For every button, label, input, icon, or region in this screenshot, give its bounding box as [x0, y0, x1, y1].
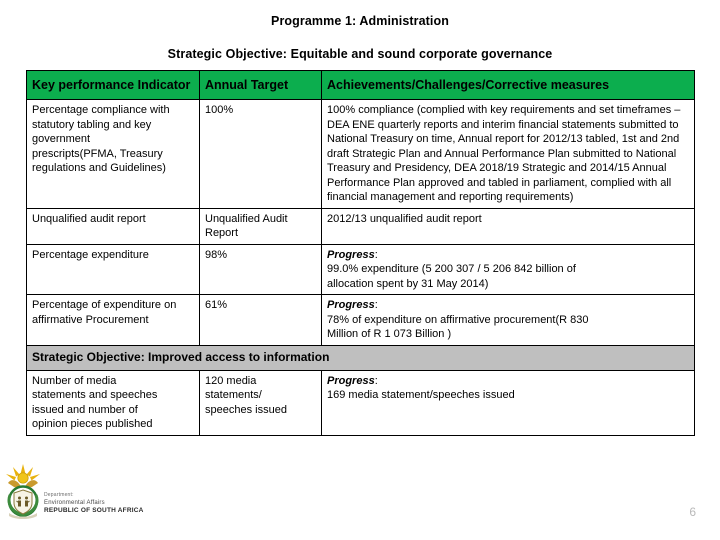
- achievement-line: 169 media statement/speeches issued: [327, 389, 515, 402]
- column-header-kpi: Key performance Indicator: [27, 71, 200, 100]
- page-title: Programme 1: Administration: [271, 14, 449, 28]
- table-row: [27, 208, 695, 244]
- progress-label: Progress: [327, 374, 375, 387]
- kpi-line: opinion pieces published: [32, 418, 153, 431]
- achievement-line: allocation spent by 31 May 2014): [327, 277, 489, 290]
- logo-line-department: Department:: [44, 492, 74, 498]
- progress-label: Progress: [327, 248, 375, 261]
- cell-annual-target: 100%: [200, 100, 322, 209]
- cell-achievement: 2012/13 unqualified audit report: [322, 208, 695, 244]
- table-header-row: [27, 71, 695, 100]
- page-subtitle: Strategic Objective: Equitable and sound corporate governance: [167, 47, 553, 61]
- achievement-line: Million of R 1 073 Billion ): [327, 328, 452, 341]
- progress-label-wrap: Progress:: [327, 374, 378, 387]
- kpi-line: statements and speeches: [32, 389, 158, 402]
- kpi-line: Number of media: [32, 374, 117, 387]
- cell-achievement: 100% compliance (complied with key requirements and set timeframes – DEA ENE quarterly reports and interim financial statements submitted to National Treasury on time, Annual report for 2012/13 tabled, 1st and 2nd draft Strategic Plan and Annual Performance Plan submitted to National Treasury and Presidency, DEA 2018/19 Strategic and 2014/15 Annual Performance Plan approved and tabled in parliament, complied with all financial management and reporting requirements): [322, 100, 695, 209]
- table-row: [27, 244, 695, 295]
- kpi-line: prescripts(PFMA, Treasury regulations and Guidelines): [32, 147, 166, 175]
- cell-kpi: [27, 370, 200, 435]
- table-row: [27, 295, 695, 346]
- cell-achievement: [322, 370, 695, 435]
- page-number: 6: [689, 505, 696, 519]
- progress-label: Progress: [327, 299, 375, 312]
- department-logo-text: [44, 492, 144, 516]
- logo-line-environmental-affairs: Environmental Affairs: [44, 499, 105, 506]
- kpi-line: issued and number of: [32, 403, 138, 416]
- annual-target-line: statements/: [205, 389, 262, 402]
- kpi-line: statutory tabling and key government: [32, 118, 152, 146]
- cell-kpi: Percentage of expenditure on affirmative Procurement: [27, 295, 200, 346]
- kpi-line: Percentage compliance with: [32, 104, 170, 116]
- cell-kpi: [27, 100, 200, 209]
- column-header-achievements: Achievements/Challenges/Corrective measures: [322, 71, 695, 100]
- cell-achievement: [322, 295, 695, 346]
- table-row: [27, 100, 695, 209]
- table-row: [27, 370, 695, 435]
- achievement-line: 78% of expenditure on affirmative procurement(R 830: [327, 313, 589, 326]
- progress-label-wrap: Progress:: [327, 248, 378, 261]
- section-band-row: [27, 345, 695, 370]
- cell-annual-target: [200, 370, 322, 435]
- annual-target-line: speeches issued: [205, 403, 287, 416]
- coat-of-arms-icon: [2, 461, 44, 523]
- performance-table-wrapper: [26, 70, 694, 436]
- column-header-annual-target: Annual Target: [200, 71, 322, 100]
- section-band-label: Strategic Objective: Improved access to information: [27, 345, 695, 370]
- logo-line-republic: REPUBLIC OF SOUTH AFRICA: [44, 506, 144, 514]
- cell-annual-target: 61%: [200, 295, 322, 346]
- progress-label-wrap: Progress:: [327, 299, 378, 312]
- cell-annual-target: Unqualified Audit Report: [200, 208, 322, 244]
- achievement-line: 99.0% expenditure (5 200 307 / 5 206 842 billion of: [327, 263, 576, 276]
- cell-kpi: Percentage expenditure: [27, 244, 200, 295]
- cell-achievement: [322, 244, 695, 295]
- cell-kpi: Unqualified audit report: [27, 208, 200, 244]
- cell-annual-target: 98%: [200, 244, 322, 295]
- performance-table: [26, 70, 695, 436]
- annual-target-line: 120 media: [205, 374, 257, 387]
